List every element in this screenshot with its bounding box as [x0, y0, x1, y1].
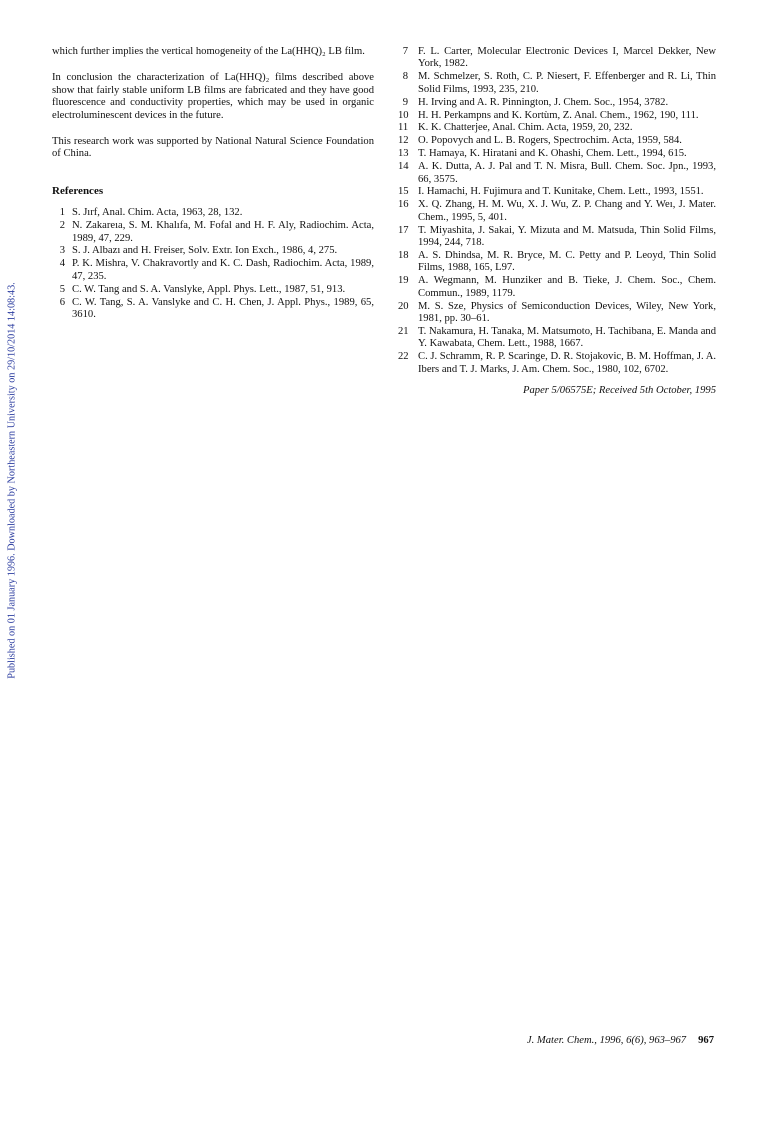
reference-number: 13 [398, 148, 409, 160]
reference-text: C. W. Tang, S. A. Vanslyke and C. H. Chen, J. Appl. Phys., 1989, 65, 3610. [72, 296, 374, 320]
reference-number: 2 [59, 220, 65, 232]
reference-item [398, 46, 716, 71]
reference-number: 7 [402, 46, 408, 57]
reference-item [398, 161, 716, 186]
reference-item [398, 275, 716, 300]
reference-item [398, 71, 716, 96]
page-number: 967 [698, 1035, 714, 1046]
reference-list-continued [398, 46, 716, 376]
reference-text: F. L. Carter, Molecular Electronic Devices I, Marcel Dekker, New York, 1982. [418, 46, 716, 70]
reference-text: M. S. Sze, Physics of Semiconduction Devices, Wiley, New York, 1981, pp. 30–61. [418, 300, 716, 325]
reference-number: 15 [398, 186, 409, 198]
left-column [52, 46, 374, 322]
reference-item [398, 148, 716, 160]
reference-item [52, 245, 374, 257]
reference-number: 16 [398, 199, 409, 211]
reference-text: H. Irving and A. R. Pinnington, J. Chem. Soc., 1954, 3782. [418, 96, 669, 108]
reference-item [398, 135, 716, 147]
reference-item [52, 258, 374, 283]
reference-number: 14 [398, 161, 409, 173]
reference-text: I. Hamachi, H. Fujimura and T. Kunitake, Chem. Lett., 1993, 1551. [418, 186, 704, 198]
reference-number: 9 [402, 96, 408, 108]
reference-item [398, 110, 716, 122]
reference-number: 18 [398, 250, 409, 261]
reference-item [52, 207, 374, 219]
right-column [398, 46, 716, 397]
reference-text: M. Schmelzer, S. Roth, C. P. Niesert, F. Effenberger and R. Li, Thin Solid Films, 1993, 235, 210. [418, 71, 716, 95]
reference-text: N. Zakareıa, S. M. Khalıfa, M. Fofal and H. F. Aly, Radiochim. Acta, 1989, 47, 229. [72, 220, 374, 244]
reference-number: 5 [59, 283, 65, 295]
reference-text: P. K. Mishra, V. Chakravortly and K. C. Dash, Radiochim. Acta, 1989, 47, 235. [72, 258, 374, 282]
reference-text: X. Q. Zhang, H. M. Wu, X. J. Wu, Z. P. Chang and Y. Weı, J. Mater. Chem., 1995, 5, 401. [418, 199, 716, 223]
reference-text: A. Wegmann, M. Hunziker and B. Tieke, J. Chem. Soc., Chem. Commun., 1989, 1179. [418, 275, 716, 299]
reference-number: 12 [398, 135, 409, 147]
reference-item [398, 250, 716, 275]
page-footer [527, 1035, 714, 1046]
reference-number: 6 [59, 296, 65, 308]
reference-text: H. H. Perkampns and K. Kortùm, Z. Anal. Chem., 1962, 190, 111. [418, 109, 699, 121]
journal-citation: J. Mater. Chem., 1996, 6(6), 963–967 [526, 1035, 687, 1046]
body-paragraph: which further implies the vertical homogeneity of the La(HHQ)₂ LB film. [52, 46, 365, 57]
reference-text: O. Popovych and L. B. Rogers, Spectrochim. Acta, 1959, 584. [418, 135, 682, 147]
reference-item [398, 326, 716, 351]
reference-number: 10 [398, 109, 409, 121]
acknowledgement-paragraph: This research work was supported by National Natural Science Foundation of China. [52, 136, 374, 160]
reference-number: 22 [398, 351, 409, 363]
reference-text: C. W. Tang and S. A. Vanslyke, Appl. Phys. Lett., 1987, 51, 913. [72, 283, 346, 295]
reference-item [398, 199, 716, 224]
reference-item [398, 225, 716, 250]
reference-item [52, 220, 374, 245]
reference-item [398, 351, 716, 376]
reference-text: C. J. Schramm, R. P. Scaringe, D. R. Stojakovic, B. M. Hoffman, J. A. Ibers and T. J. Marks, J. Am. Chem. Soc., 1980, 102, 6702. [418, 351, 716, 375]
reference-number: 21 [398, 325, 409, 337]
reference-item [398, 122, 716, 134]
reference-item [398, 186, 716, 198]
reference-text: A. K. Dutta, A. J. Pal and T. N. Misra, Bull. Chem. Soc. Jpn., 1993, 66, 3575. [418, 161, 716, 185]
reference-number: 8 [402, 71, 408, 83]
download-notice-text: Published on 01 January 1996. Downloaded by Northeastern University on 29/10/2014 14:08:43. [6, 281, 18, 679]
reference-number: 3 [59, 245, 65, 257]
reference-number: 11 [398, 122, 409, 134]
reference-number: 20 [398, 300, 409, 312]
download-notice-sidebar [2, 240, 22, 720]
reference-number: 4 [59, 258, 65, 270]
reference-text: T. Nakamura, H. Tanaka, M. Matsumoto, H. Tachibana, E. Manda and Y. Kawabata, Chem. Lett., 1988, 1667. [418, 325, 716, 350]
reference-item [398, 97, 716, 109]
reference-item [52, 297, 374, 322]
reference-text: A. S. Dhindsa, M. R. Bryce, M. C. Petty and P. Leoyd, Thin Solid Films, 1988, 165, L97. [418, 250, 716, 274]
reference-text: S. Jırf, Anal. Chim. Acta, 1963, 28, 132. [72, 207, 243, 219]
reference-text: K. K. Chatterjee, Anal. Chim. Acta, 1959, 20, 232. [418, 122, 633, 134]
reference-list [52, 207, 374, 321]
reference-number: 1 [59, 207, 65, 219]
reference-number: 17 [398, 224, 409, 236]
reference-text: T. Hamaya, K. Hiratani and K. Ohashi, Chem. Lett., 1994, 615. [418, 148, 687, 160]
body-paragraph: In conclusion the characterization of La(HHQ)₂ films described above show that fairly stable uniform LB films are fabricated and they have good fluorescence and conductivity properties, which may be used in organic electroluminescent devices in the future. [52, 72, 374, 121]
references-heading: References [52, 184, 104, 197]
reference-item [398, 301, 716, 326]
reference-text: T. Miyashita, J. Sakai, Y. Mizuta and M. Matsuda, Thin Solid Films, 1994, 244, 718. [418, 224, 716, 249]
reference-item [52, 284, 374, 296]
paper-received-line: Paper 5/06575E; Received 5th October, 1995 [523, 385, 716, 397]
reference-number: 19 [398, 275, 409, 287]
reference-text: S. J. Albazı and H. Freiser, Solv. Extr. Ion Exch., 1986, 4, 275. [72, 245, 338, 257]
